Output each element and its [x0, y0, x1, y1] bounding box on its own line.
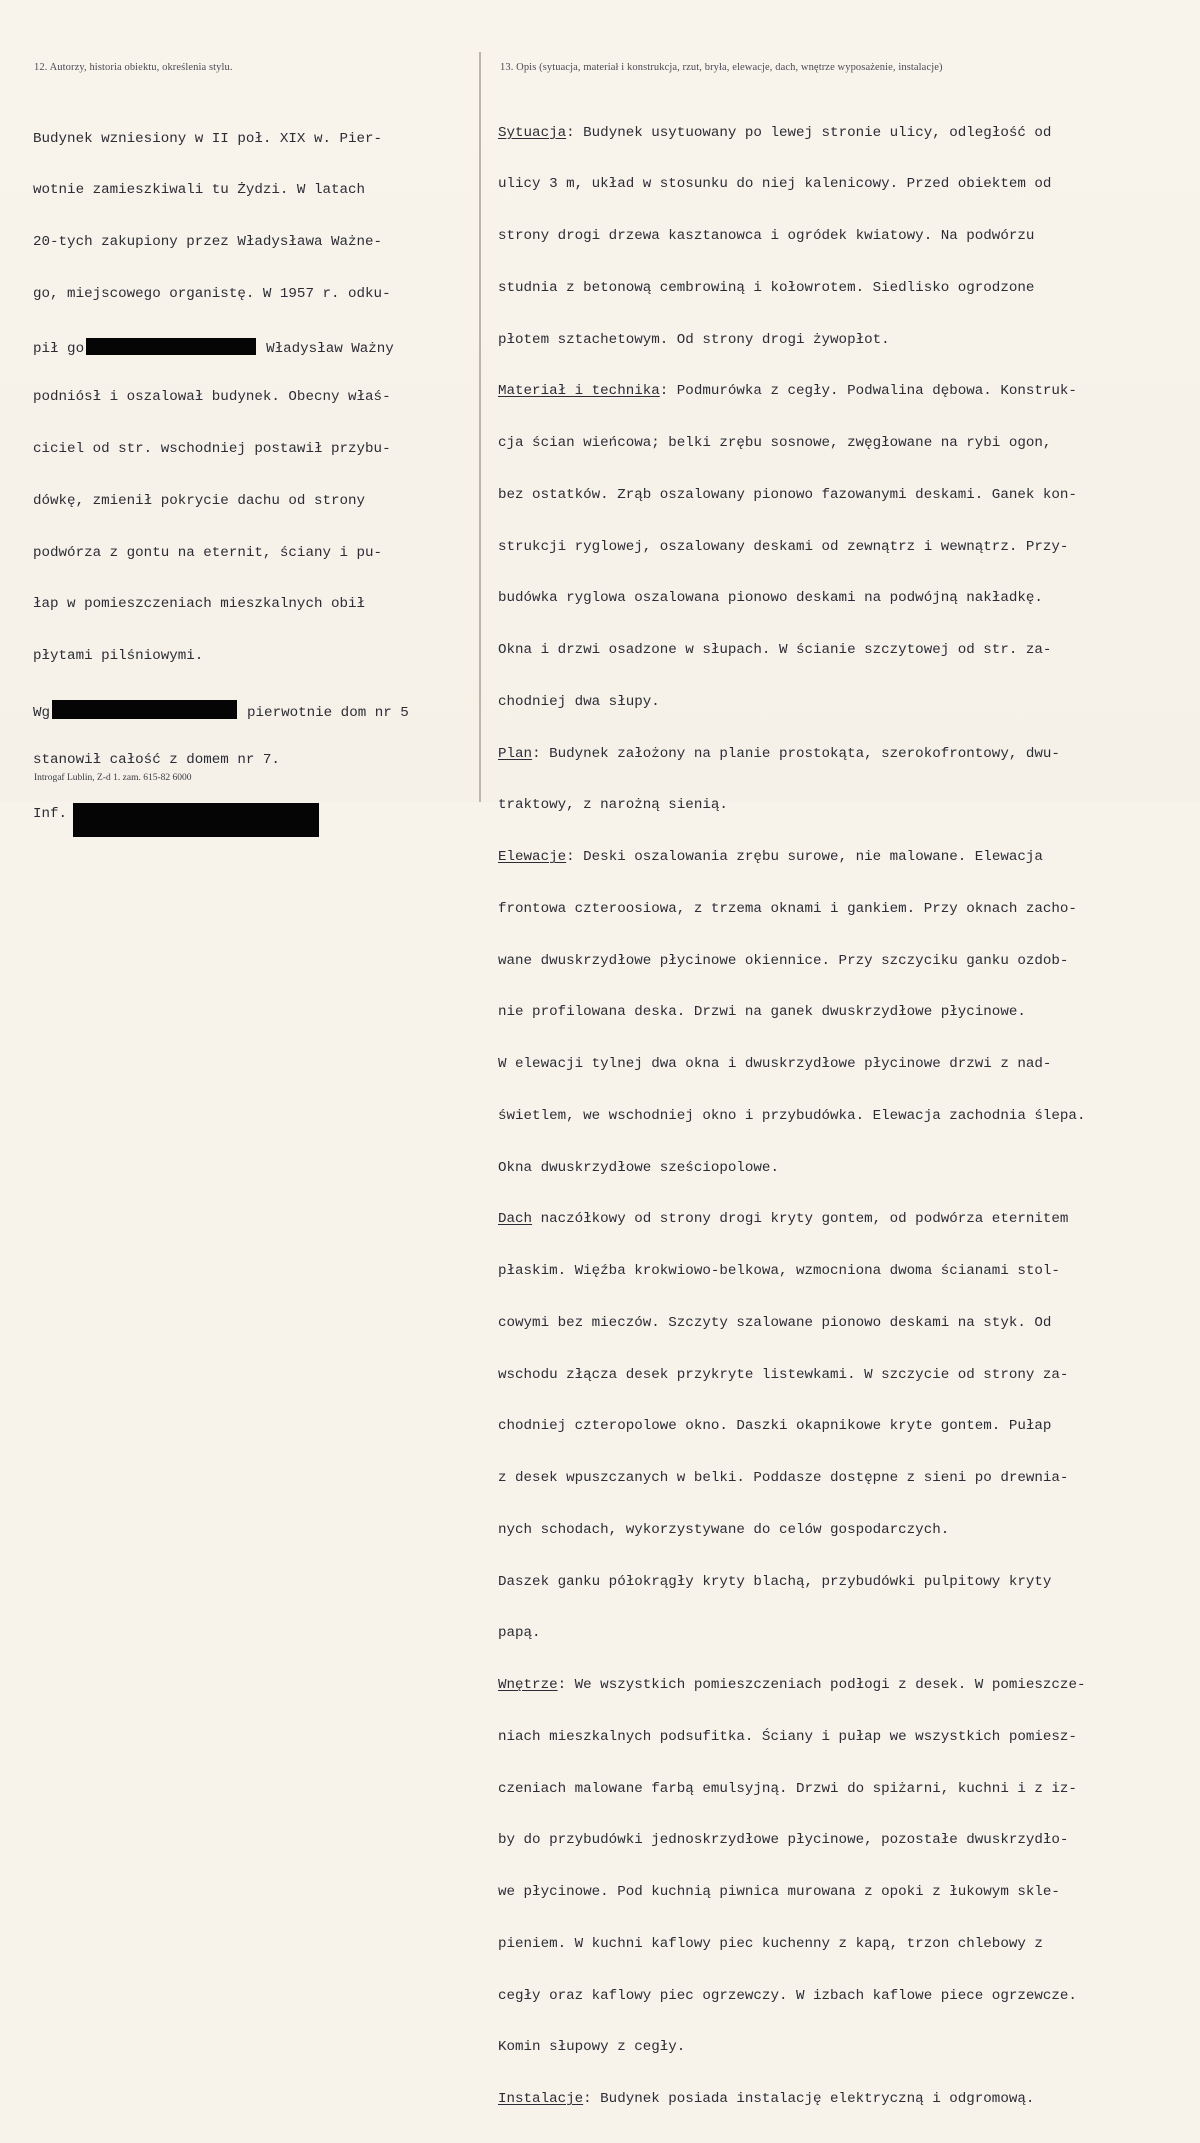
text-line: Okna i drzwi osadzone w słupach. W ścianie szczytowej od str. za- [498, 642, 1052, 658]
text-line: chodniej czteropolowe okno. Daszki okapnikowe kryte gontem. Pułap [498, 1418, 1052, 1435]
history-text-block [33, 96, 409, 855]
text-line: dówkę, zmienił pokrycie dachu od strony [33, 492, 366, 509]
section-12-header: 12. Autorzy, historia obiektu, określenia stylu. [34, 62, 233, 73]
text-line: Dach naczółkowy od strony drogi kryty gontem, od podwórza eternitem [498, 1211, 1069, 1228]
text-line: wotnie zamieszkiwali tu Żydzi. W latach [33, 182, 366, 199]
text-line [33, 700, 409, 721]
text-line: go, miejscowego organistę. W 1957 r. odku- [33, 285, 391, 302]
text-line: frontowa czteroosiowa, z trzema oknami i gankiem. Przy oknach zacho- [498, 900, 1077, 917]
printer-imprint: Introgaf Lublin, Z-d 1. zam. 615-82 6000 [34, 773, 192, 783]
text-line: nych schodach, wykorzystywane do celów gospodarczych. [498, 1521, 950, 1538]
text-line: płotem sztachetowym. Od strony drogi żywopłot. [498, 331, 890, 348]
section-label-wnetrze: Wnętrze [498, 1677, 558, 1693]
text-line: podwórza z gontu na eternit, ściany i pu- [33, 544, 383, 561]
text-line: Okna dwuskrzydłowe sześciopolowe. [498, 1159, 779, 1176]
text-line: Elewacje: Deski oszalowania zrębu surowe, nie malowane. Elewacja [498, 849, 1043, 865]
text-line: traktowy, z narożną sienią. [498, 797, 728, 814]
text-line: czeniach malowane farbą emulsyjną. Drzwi do spiżarni, kuchni i z iz- [498, 1780, 1077, 1797]
text-line: ulicy 3 m, układ w stosunku do niej kalenicowy. Przed obiektem od [498, 176, 1052, 193]
text-fragment: Wg [33, 704, 51, 721]
text-line [33, 803, 409, 823]
text-line: papą. [498, 1625, 541, 1642]
text-line: płytami pilśniowymi. [33, 648, 204, 664]
text-line: studnia z betonową cembrowiną i kołowrotem. Siedlisko ogrodzone [498, 279, 1035, 296]
text-line: cowymi bez mieczów. Szczyty szalowane pionowo deskami na styk. Od [498, 1314, 1052, 1331]
section-label-sytuacja: Sytuacja [498, 124, 567, 141]
section-label-material: Materiał i technika [498, 383, 660, 400]
redaction-bar [52, 700, 237, 719]
text-line: Plan: Budynek założony na planie prostokąta, szerokofrontowy, dwu- [498, 745, 1060, 762]
text-line: cja ścian wieńcowa; belki zrębu sosnowe, zwęgłowane na rybi ogon, [498, 435, 1052, 451]
text-line: Materiał i technika: Podmurówka z cegły. Podwalina dębowa. Konstruk- [498, 383, 1077, 400]
column-divider [479, 52, 481, 802]
text-line: Sytuacja: Budynek usytuowany po lewej stronie ulicy, odległość od [498, 124, 1052, 141]
text-line: we płycinowe. Pod kuchnią piwnica murowana z opoki z łukowym skle- [498, 1884, 1060, 1900]
text-line: by do przybudówki jednoskrzydłowe płycinowe, pozostałe dwuskrzydło- [498, 1832, 1069, 1849]
text-line: chodniej dwa słupy. [498, 693, 660, 710]
text-fragment: pierwotnie dom nr 5 [247, 704, 409, 721]
text-line: stanowił całość z domem nr 7. [33, 751, 280, 768]
text-line: strukcji ryglowej, oszalowany deskami od zewnątrz i wewnątrz. Przy- [498, 538, 1069, 555]
text-line: niach mieszkalnych podsufitka. Ściany i pułap we wszystkich pomiesz- [498, 1728, 1077, 1745]
text-line: bez ostatków. Zrąb oszalowany pionowo fazowanymi deskami. Ganek kon- [498, 486, 1077, 503]
text-line: Instalacje: Budynek posiada instalację elektryczną i odgromową. [498, 2091, 1035, 2107]
text-line: Wnętrze: We wszystkich pomieszczeniach podłogi z desek. W pomieszcze- [498, 1677, 1086, 1693]
text-line: budówka ryglowa oszalowana pionowo deskami na podwójną nakładkę. [498, 590, 1043, 607]
text-line: Daszek ganku półokrągły kryty blachą, przybudówki pulpitowy kryty [498, 1573, 1052, 1590]
description-text-block [498, 90, 1085, 2143]
section-label-instalacje: Instalacje [498, 2091, 584, 2107]
text-line: z desek wpuszczanych w belki. Poddasze dostępne z sieni po drewnia- [498, 1470, 1069, 1486]
section-label-dach: Dach [498, 1211, 533, 1228]
redaction-bar [73, 803, 319, 837]
section-label-elewacje: Elewacje [498, 849, 567, 865]
section-label-plan: Plan [498, 745, 533, 762]
text-line: Budynek wzniesiony w II poł. XIX w. Pier- [33, 130, 383, 147]
text-line: płaskim. Więźba krokwiowo-belkowa, wzmocniona dwoma ścianami stol- [498, 1263, 1060, 1279]
text-line: cegły oraz kaflowy piec ogrzewczy. W izbach kaflowe piece ogrzewcze. [498, 1987, 1077, 2004]
text-fragment: Władysław Ważny [266, 340, 394, 357]
text-line: ciciel od str. wschodniej postawił przybu- [33, 441, 391, 457]
redaction-bar [86, 338, 256, 355]
text-line: W elewacji tylnej dwa okna i dwuskrzydłowe płycinowe drzwi z nad- [498, 1056, 1052, 1072]
text-line: wschodu złącza desek przykryte listewkami. W szczycie od strony za- [498, 1366, 1069, 1383]
text-line: 20-tych zakupiony przez Władysława Ważne- [33, 234, 383, 250]
text-line: strony drogi drzewa kasztanowca i ogródek kwiatowy. Na podwórzu [498, 228, 1035, 244]
text-line: nie profilowana deska. Drzwi na ganek dwuskrzydłowe płycinowe. [498, 1004, 1026, 1021]
text-line: wane dwuskrzydłowe płycinowe okiennice. Przy szczyciku ganku ozdob- [498, 952, 1069, 969]
section-13-header: 13. Opis (sytuacja, materiał i konstrukcja, rzut, bryła, elewacje, dach, wnętrze wyposażenie, instalacje) [500, 62, 943, 73]
text-line: Komin słupowy z cegły. [498, 2039, 686, 2056]
text-line [33, 338, 409, 355]
text-fragment: pił go [33, 340, 85, 357]
text-line: podniósł i oszalował budynek. Obecny właś- [33, 389, 391, 406]
text-line: łap w pomieszczeniach mieszkalnych obił [33, 596, 366, 613]
text-fragment: Inf. [33, 806, 68, 823]
text-line: świetlem, we wschodniej okno i przybudówka. Elewacja zachodnia ślepa. [498, 1107, 1086, 1124]
text-line: pieniem. W kuchni kaflowy piec kuchenny z kapą, trzon chlebowy z [498, 1935, 1043, 1952]
